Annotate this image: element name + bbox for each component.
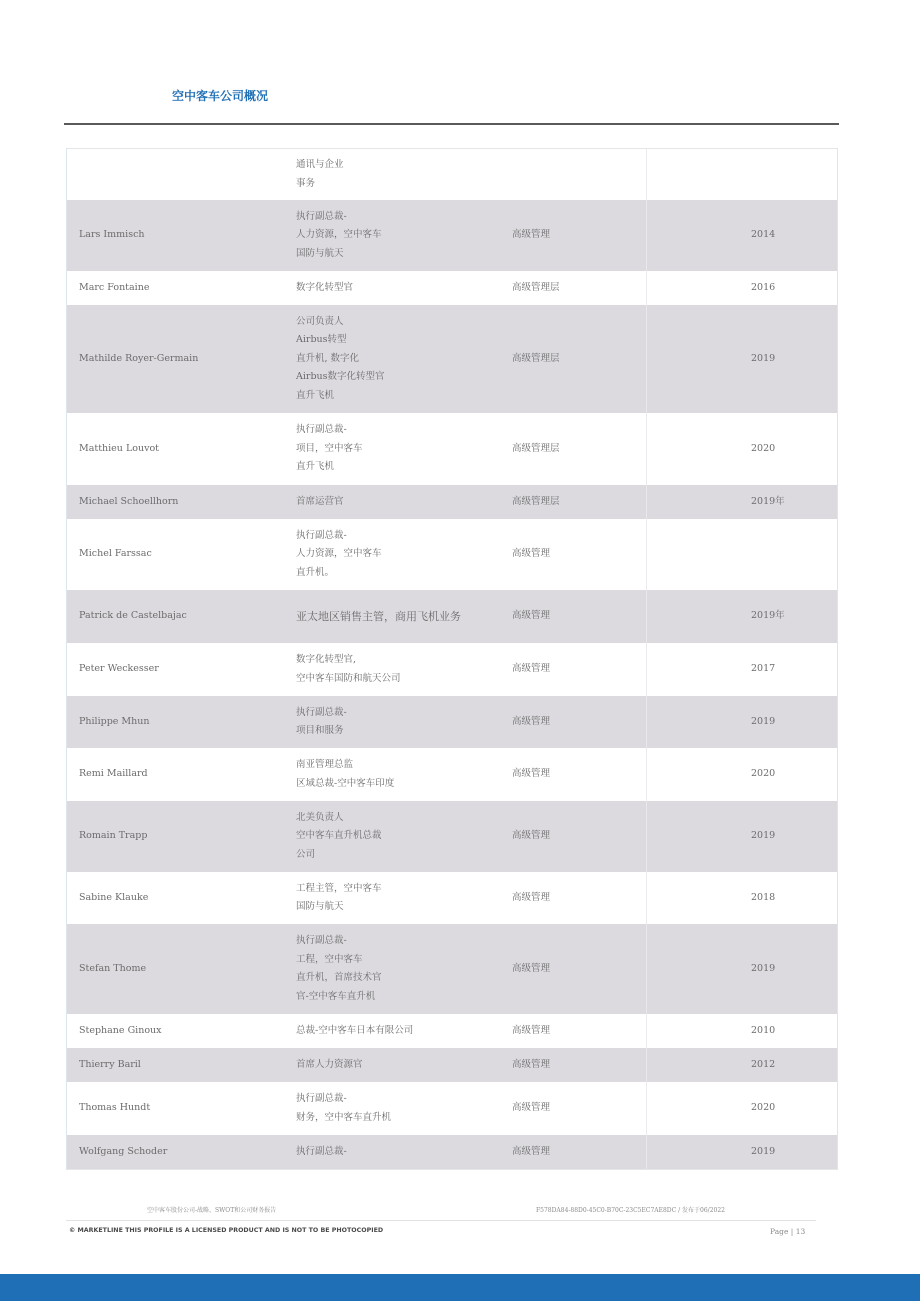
executive-board: 高级管理	[499, 1135, 647, 1169]
executive-since: 2018	[751, 891, 776, 903]
footer-divider	[66, 1220, 816, 1221]
executive-title	[283, 279, 499, 298]
executive-since: 2014	[751, 229, 776, 241]
executive-board: 高级管理层	[499, 271, 647, 305]
title-line: 执行副总裁-	[296, 210, 347, 222]
executive-board: 高级管理层	[499, 485, 647, 519]
title-line: 直升机，首席技术官	[296, 972, 382, 983]
executive-board: 高级管理	[499, 872, 647, 924]
executive-title	[283, 208, 499, 264]
title-line: 首席人力资源官	[296, 1058, 363, 1070]
executive-since: 2010	[751, 1024, 776, 1036]
title-line: 数字化转型官,	[296, 654, 357, 665]
executive-title	[283, 880, 499, 917]
executive-name: Sabine Klauke	[79, 891, 149, 903]
executive-title	[283, 610, 499, 624]
executive-title	[283, 651, 499, 688]
title-line: 项目和服务	[296, 725, 344, 736]
executive-name: Peter Weckesser	[79, 663, 159, 675]
executive-since: 2019	[751, 352, 776, 364]
executive-board: 高级管理层	[499, 413, 647, 485]
table-row	[67, 748, 837, 801]
executive-since: 2019	[751, 962, 776, 974]
table-row	[67, 519, 837, 590]
executive-board: 高级管理层	[499, 305, 647, 413]
section-title: 空中客车公司概况	[172, 89, 269, 103]
title-line: 国防与航天	[296, 901, 344, 912]
table-row	[67, 801, 837, 872]
table-row	[67, 149, 837, 200]
table-row	[67, 271, 837, 305]
title-line: 执行副总裁-	[296, 1145, 347, 1157]
table-row	[67, 1014, 837, 1048]
executive-title	[283, 1143, 499, 1162]
executive-name: Marc Fontaine	[79, 281, 150, 293]
executive-board: 高级管理	[499, 200, 647, 271]
table-row	[67, 1082, 837, 1135]
executive-board: 高级管理	[499, 643, 647, 696]
executive-board: 高级管理	[499, 801, 647, 872]
title-line: 项目，空中客车	[296, 442, 363, 454]
executive-board: 高级管理	[499, 1014, 647, 1048]
title-line: 公司负责人	[296, 315, 344, 327]
executive-since: 2019	[751, 715, 776, 727]
executive-board: 高级管理	[499, 696, 647, 748]
title-line: 执行副总裁-	[296, 935, 347, 946]
table-row	[67, 1135, 837, 1169]
executive-name: Mathilde Royer-Germain	[79, 352, 199, 364]
title-line: 亚太地区销售主管，商用飞机业务	[296, 609, 461, 623]
executive-name: Remi Maillard	[79, 768, 148, 780]
executive-title	[283, 704, 499, 741]
title-line: 通讯与企业	[296, 159, 344, 170]
executive-title	[283, 932, 499, 1006]
executive-title	[283, 1056, 499, 1075]
title-line: 直升机。	[296, 566, 335, 578]
executive-title	[283, 1022, 499, 1041]
title-line: 区域总裁-空中客车印度	[296, 777, 395, 789]
title-line: 直升飞机	[296, 461, 335, 473]
table-row	[67, 643, 837, 696]
executive-title	[283, 313, 499, 406]
title-line: 事务	[296, 177, 316, 189]
copyright-notice: © MARKETLINE THIS PROFILE IS A LICENSED PRODUCT AND IS NOT TO BE PHOTOCOPIED	[69, 1227, 384, 1234]
executive-since: 2017	[751, 663, 776, 675]
executive-name: Michel Farssac	[79, 548, 152, 560]
table-row	[67, 200, 837, 271]
executive-board: 高级管理	[499, 1048, 647, 1082]
executive-title	[283, 1090, 499, 1127]
executive-name: Matthieu Louvot	[79, 442, 159, 454]
table-row	[67, 1048, 837, 1082]
title-line: 人力资源，空中客车	[296, 229, 382, 241]
title-line: 空中客车直升机总裁	[296, 830, 382, 842]
title-line: 首席运营官	[296, 495, 344, 507]
table-row	[67, 485, 837, 519]
title-line: 官-空中客车直升机	[296, 990, 376, 1002]
table-row	[67, 590, 837, 643]
executive-name: Philippe Mhun	[79, 715, 150, 727]
executive-since: 2019	[751, 830, 776, 842]
executive-since: 2020	[751, 442, 776, 454]
executive-since: 2019年	[751, 610, 785, 622]
title-line: 国防与航天	[296, 247, 344, 259]
title-line: 执行副总裁-	[296, 529, 347, 541]
executives-table	[66, 148, 838, 1170]
title-line: 直升飞机	[296, 389, 335, 401]
executive-board: 高级管理	[499, 924, 647, 1014]
executive-name: Romain Trapp	[79, 830, 148, 842]
title-line: 执行副总裁-	[296, 424, 347, 436]
title-line: 北美负责人	[296, 811, 344, 823]
title-line: 数字化转型官	[296, 281, 354, 293]
bottom-brand-band	[0, 1274, 920, 1301]
title-line: 工程主管，空中客车	[296, 882, 382, 894]
executive-name: Stefan Thome	[79, 962, 147, 974]
table-row	[67, 413, 837, 485]
table-row	[67, 924, 837, 1014]
title-line: 总裁-空中客车日本有限公司	[296, 1024, 414, 1036]
executive-board: 高级管理	[499, 590, 647, 643]
executive-since: 2020	[751, 768, 776, 780]
executive-title	[283, 493, 499, 512]
title-line: 财务，空中客车直升机	[296, 1111, 392, 1123]
executive-name: Lars Immisch	[79, 229, 145, 241]
title-line: 直升机, 数字化	[296, 352, 360, 364]
executive-name: Thomas Hundt	[79, 1102, 151, 1114]
executive-since: 2012	[751, 1058, 776, 1070]
executive-since: 2016	[751, 281, 776, 293]
executive-board	[499, 149, 647, 200]
title-divider	[64, 123, 839, 125]
title-line: Airbus数字化转型官	[296, 371, 385, 383]
executive-since: 2020	[751, 1102, 776, 1114]
executive-title	[283, 421, 499, 477]
executive-title	[283, 527, 499, 583]
table-row	[67, 872, 837, 924]
executive-board: 高级管理	[499, 1082, 647, 1135]
executive-name: Thierry Baril	[79, 1058, 141, 1070]
title-line: 执行副总裁-	[296, 1093, 347, 1104]
title-line: 南亚管理总监	[296, 759, 354, 770]
executive-board: 高级管理	[499, 519, 647, 590]
executive-name: Stephane Ginoux	[79, 1024, 162, 1036]
table-row	[67, 696, 837, 748]
title-line: 公司	[296, 848, 316, 860]
executive-title	[283, 809, 499, 865]
executive-board: 高级管理	[499, 748, 647, 801]
footer-document-id: F578DA84-88D0-45C0-B70C-23C5EC7AE8DC / 发布于06/2022	[536, 1207, 725, 1214]
executive-name: Patrick de Castelbajac	[79, 610, 187, 622]
title-line: 空中客车国防和航天公司	[296, 672, 401, 684]
table-row	[67, 305, 837, 413]
executive-since: 2019	[751, 1145, 776, 1157]
title-line: 工程，空中客车	[296, 953, 363, 965]
page-number: Page | 13	[770, 1227, 806, 1236]
executive-since: 2019年	[751, 495, 785, 507]
title-line: 人力资源，空中客车	[296, 548, 382, 560]
executive-title	[283, 156, 499, 193]
title-line: 执行副总裁-	[296, 706, 347, 718]
executive-name: Wolfgang Schoder	[79, 1145, 168, 1157]
title-line: Airbus转型	[296, 334, 347, 346]
executive-name: Michael Schoellhorn	[79, 495, 179, 507]
executive-title	[283, 756, 499, 793]
footer-report-title: 空中客车股份公司-战略、SWOT和公司财务报告	[147, 1207, 277, 1214]
